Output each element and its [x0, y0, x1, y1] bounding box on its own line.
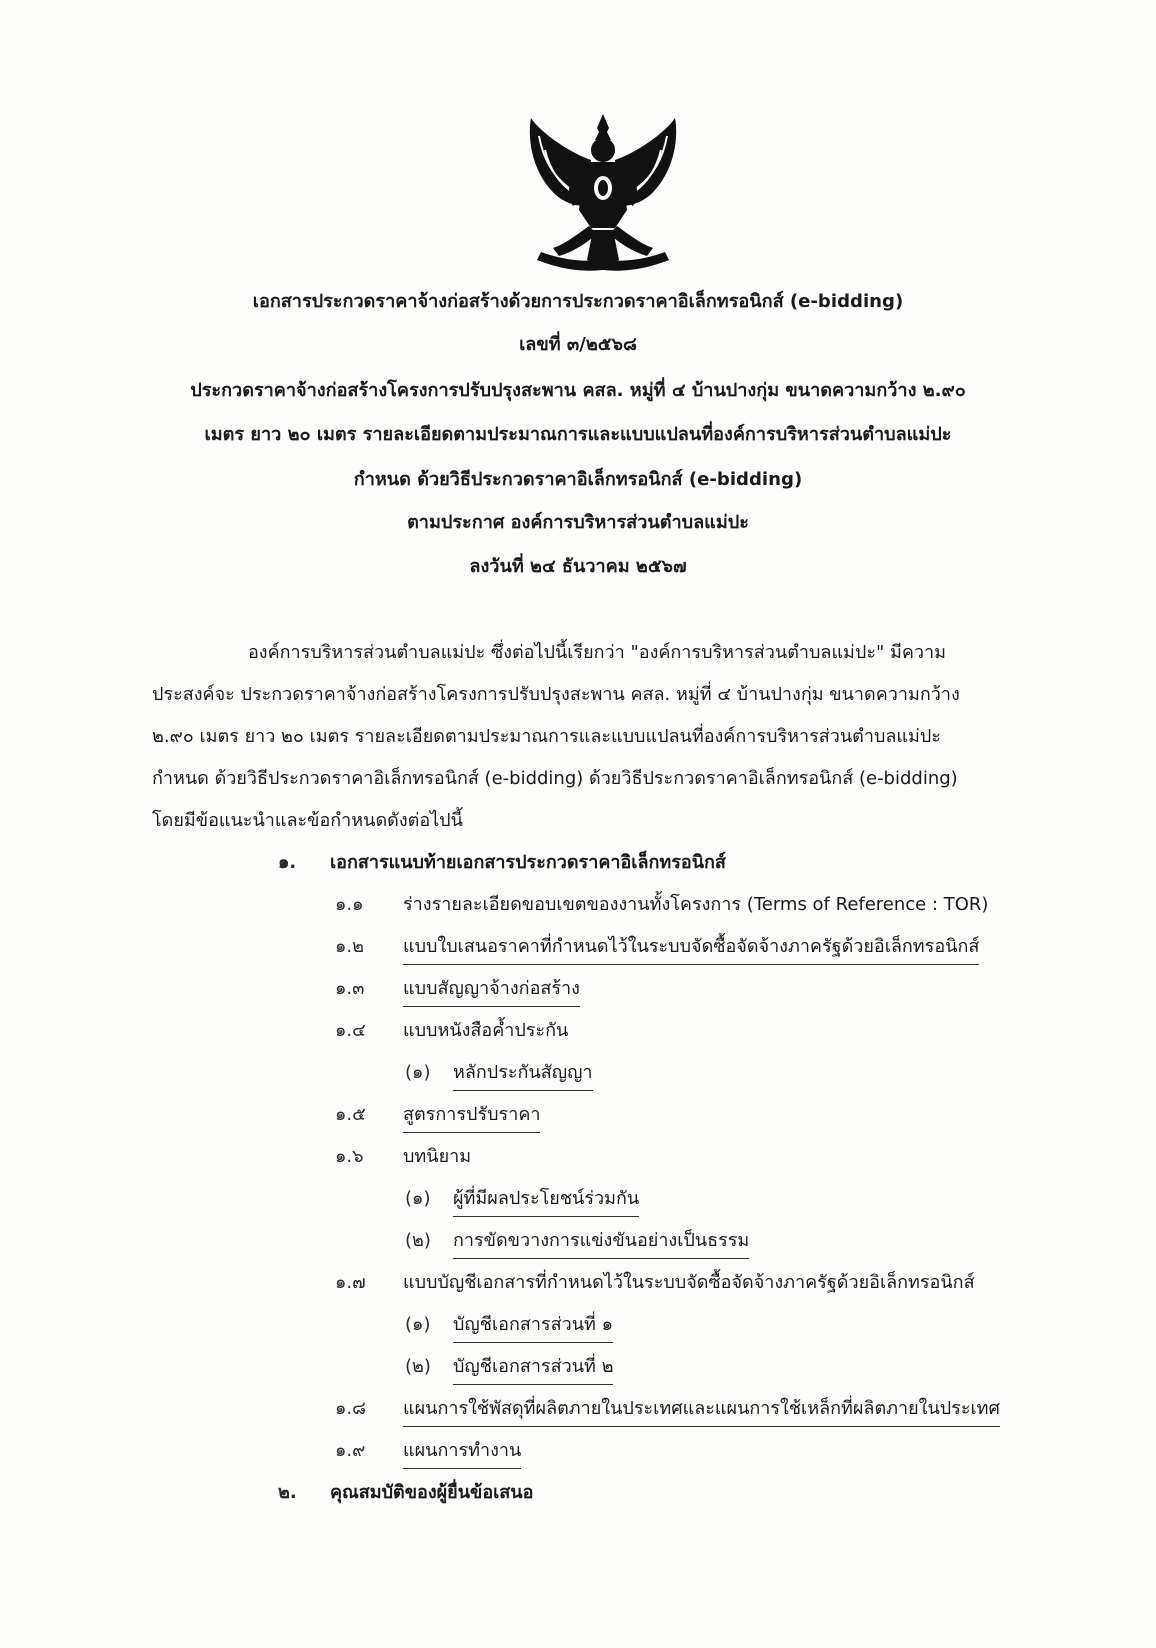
- list-item-number: ๑.๙: [335, 1440, 366, 1461]
- list-item-number: ๑.๕: [335, 1104, 366, 1125]
- announcement-date: ลงวันที่ ๒๔ ธันวาคม ๒๕๖๗: [469, 556, 687, 577]
- intro-line-2: ประสงค์จะ ประกวดราคาจ้างก่อสร้างโครงการปรับปรุงสะพาน คสล. หมู่ที่ ๔ บ้านปางกุ่ม ขนาดความกว้าง: [152, 684, 960, 705]
- sub-item-link[interactable]: หลักประกันสัญญา: [453, 1058, 593, 1091]
- sub-item-link[interactable]: การขัดขวางการแข่งขันอย่างเป็นธรรม: [453, 1226, 749, 1259]
- list-item-number: ๑.๑: [335, 894, 364, 915]
- list-item-text: แบบบัญชีเอกสารที่กำหนดไว้ในระบบจัดซื้อจัดจ้างภาครัฐด้วยอิเล็กทรอนิกส์: [403, 1272, 975, 1293]
- sub-item-link[interactable]: ผู้ที่มีผลประโยชน์ร่วมกัน: [453, 1184, 639, 1217]
- section-title: เอกสารแนบท้ายเอกสารประกวดราคาอิเล็กทรอนิกส์: [330, 852, 726, 873]
- list-item-number: ๑.๖: [335, 1146, 364, 1167]
- sub-item-link[interactable]: บัญชีเอกสารส่วนที่ ๑: [453, 1310, 613, 1343]
- garuda-emblem-icon: [523, 110, 683, 275]
- list-item-text: ร่างรายละเอียดขอบเขตของงานทั้งโครงการ (Terms of Reference : TOR): [403, 894, 989, 915]
- list-item-link[interactable]: สูตรการปรับราคา: [403, 1100, 540, 1133]
- announcement-line: ตามประกาศ องค์การบริหารส่วนตำบลแม่ปะ: [407, 512, 749, 533]
- list-item-link[interactable]: แบบสัญญาจ้างก่อสร้าง: [403, 974, 580, 1007]
- list-item-number: ๑.๒: [335, 936, 365, 957]
- sub-item-number: (๒): [405, 1230, 431, 1251]
- sub-item-number: (๑): [405, 1314, 431, 1335]
- document-title: เอกสารประกวดราคาจ้างก่อสร้างด้วยการประกวดราคาอิเล็กทรอนิกส์ (e-bidding): [252, 291, 904, 312]
- section-number: ๒.: [278, 1482, 297, 1503]
- sub-item-link[interactable]: บัญชีเอกสารส่วนที่ ๒: [453, 1352, 613, 1385]
- list-item-number: ๑.๗: [335, 1272, 366, 1293]
- sub-item-number: (๒): [405, 1356, 431, 1377]
- list-item-text: แบบหนังสือค้ำประกัน: [403, 1020, 569, 1041]
- list-item-text: บทนิยาม: [403, 1146, 472, 1167]
- section-number: ๑.: [278, 852, 297, 873]
- list-item-number: ๑.๘: [335, 1398, 367, 1419]
- list-item-link[interactable]: แผนการใช้พัสดุที่ผลิตภายในประเทศและแผนการใช้เหล็กที่ผลิตภายในประเทศ: [403, 1394, 1000, 1427]
- intro-line-1: องค์การบริหารส่วนตำบลแม่ปะ ซึ่งต่อไปนี้เรียกว่า "องค์การบริหารส่วนตำบลแม่ปะ" มีความ: [248, 642, 947, 663]
- intro-line-5: โดยมีข้อแนะนำและข้อกำหนดดังต่อไปนี้: [152, 810, 463, 831]
- list-item-link[interactable]: แบบใบเสนอราคาที่กำหนดไว้ในระบบจัดซื้อจัดจ้างภาครัฐด้วยอิเล็กทรอนิกส์: [403, 932, 979, 965]
- intro-line-3: ๒.๙๐ เมตร ยาว ๒๐ เมตร รายละเอียดตามประมาณการและแบบแปลนที่องค์การบริหารส่วนตำบลแม่ปะ: [152, 726, 941, 747]
- document-number: เลขที่ ๓/๒๕๖๘: [519, 334, 637, 355]
- sub-item-number: (๑): [405, 1062, 431, 1083]
- list-item-link[interactable]: แผนการทำงาน: [403, 1436, 521, 1469]
- list-item-number: ๑.๔: [335, 1020, 366, 1041]
- subject-line-1: ประกวดราคาจ้างก่อสร้างโครงการปรับปรุงสะพาน คสล. หมู่ที่ ๔ บ้านปางกุ่ม ขนาดความกว้าง ๒.๙๐: [190, 380, 966, 401]
- sub-item-number: (๑): [405, 1188, 431, 1209]
- intro-line-4: กำหนด ด้วยวิธีประกวดราคาอิเล็กทรอนิกส์ (e-bidding) ด้วยวิธีประกวดราคาอิเล็กทรอนิกส์ (e-bidding): [152, 768, 958, 789]
- section-title: คุณสมบัติของผู้ยื่นข้อเสนอ: [330, 1482, 534, 1503]
- list-item-number: ๑.๓: [335, 978, 365, 999]
- subject-line-2: เมตร ยาว ๒๐ เมตร รายละเอียดตามประมาณการและแบบแปลนที่องค์การบริหารส่วนตำบลแม่ปะ: [204, 424, 952, 445]
- subject-line-3: กำหนด ด้วยวิธีประกวดราคาอิเล็กทรอนิกส์ (e-bidding): [353, 469, 803, 490]
